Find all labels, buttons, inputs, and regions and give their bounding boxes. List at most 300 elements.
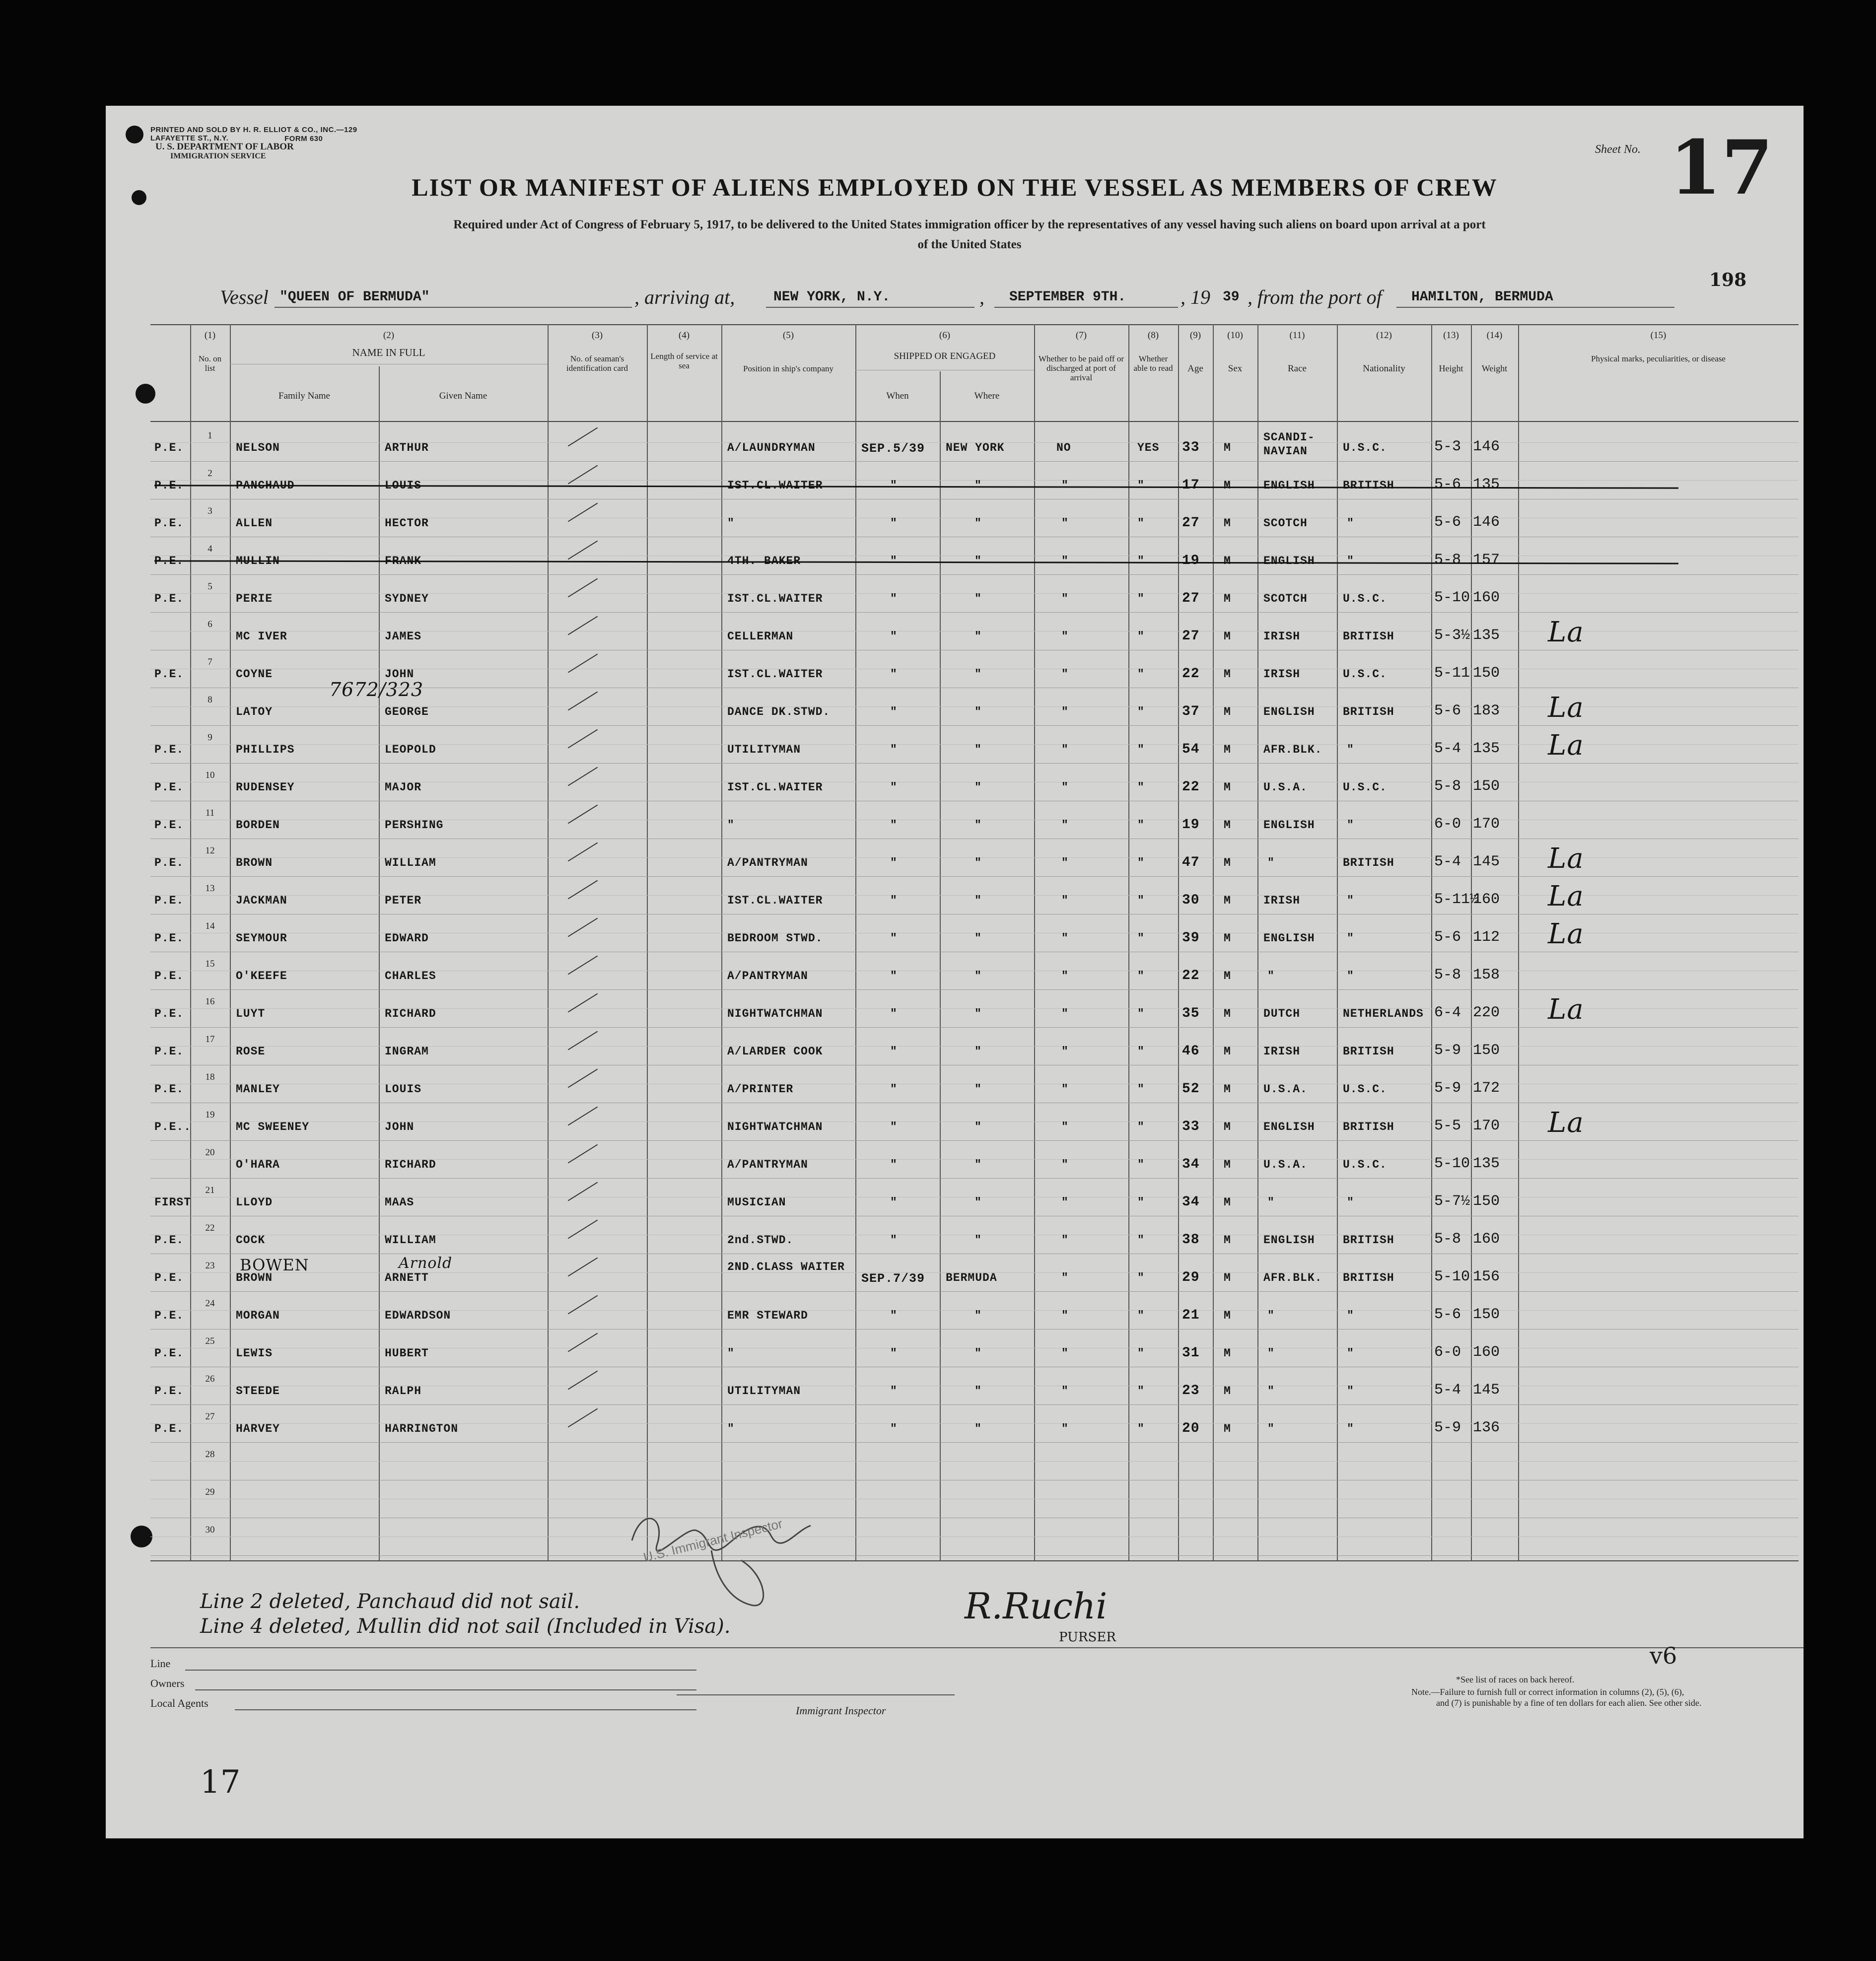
shipped-where: " bbox=[974, 1385, 982, 1398]
race: IRISH bbox=[1263, 894, 1301, 907]
row-prefix: P.E. bbox=[154, 1234, 184, 1247]
position-in-company: IST.CL.WAITER bbox=[727, 479, 823, 492]
position-in-company: NIGHTWATCHMAN bbox=[727, 1121, 823, 1133]
sex: M bbox=[1224, 668, 1231, 681]
column-number: (2) bbox=[383, 330, 395, 341]
sex: M bbox=[1224, 1347, 1231, 1360]
weight: 150 bbox=[1473, 778, 1500, 795]
nationality: " bbox=[1347, 970, 1354, 982]
able-to-read: " bbox=[1137, 1158, 1145, 1171]
row-prefix: P.E. bbox=[154, 1007, 184, 1020]
given-name: LOUIS bbox=[385, 479, 422, 492]
header-seaman-id: No. of seaman's identification card bbox=[566, 354, 628, 373]
height: 5-10 bbox=[1434, 1268, 1470, 1285]
able-to-read: " bbox=[1137, 894, 1145, 907]
shipped-where: " bbox=[974, 1007, 982, 1020]
shipped-when: " bbox=[890, 1196, 898, 1209]
header-bottom-border bbox=[150, 421, 1799, 422]
sex: M bbox=[1224, 1385, 1231, 1398]
paid-off: " bbox=[1061, 1422, 1069, 1435]
age: 20 bbox=[1182, 1421, 1200, 1436]
position-in-company: IST.CL.WAITER bbox=[727, 668, 823, 681]
stamp-text: U.S. Immigrant Inspector bbox=[642, 1516, 784, 1565]
from-label: , from the port of bbox=[1248, 286, 1382, 308]
race: " bbox=[1267, 1196, 1275, 1209]
family-name: PERIE bbox=[236, 592, 273, 605]
line-label: Line bbox=[150, 1657, 171, 1670]
id-checkmark bbox=[568, 918, 598, 937]
row-number: 5 bbox=[208, 581, 212, 592]
row-gridline bbox=[150, 1329, 1799, 1330]
id-checkmark bbox=[568, 842, 598, 862]
nationality: " bbox=[1347, 1309, 1354, 1322]
weight: 145 bbox=[1473, 853, 1500, 870]
column-number: (9) bbox=[1189, 330, 1201, 341]
paid-off: " bbox=[1061, 1196, 1069, 1209]
sex: M bbox=[1224, 1007, 1231, 1020]
shipped-when: " bbox=[890, 856, 898, 869]
row-number: 16 bbox=[205, 996, 215, 1007]
departure-port: HAMILTON, BERMUDA bbox=[1411, 289, 1553, 305]
header-family-name: Family Name bbox=[278, 391, 330, 401]
paid-off: " bbox=[1061, 781, 1069, 794]
paid-off: " bbox=[1061, 1347, 1069, 1360]
given-name: FRANK bbox=[385, 555, 422, 567]
id-checkmark bbox=[568, 465, 598, 485]
family-name: PHILLIPS bbox=[236, 743, 295, 756]
row-number: 25 bbox=[205, 1336, 215, 1346]
id-checkmark bbox=[568, 805, 598, 824]
paid-off: " bbox=[1061, 970, 1069, 982]
id-checkmark bbox=[568, 616, 598, 635]
row-gridline bbox=[150, 1027, 1799, 1028]
age: 35 bbox=[1182, 1006, 1200, 1021]
given-name: WILLIAM bbox=[385, 856, 436, 869]
family-name: JACKMAN bbox=[236, 894, 287, 907]
shipped-when: " bbox=[890, 592, 898, 605]
given-name: HUBERT bbox=[385, 1347, 429, 1360]
weight: 150 bbox=[1473, 1306, 1500, 1323]
race: IRISH bbox=[1263, 630, 1301, 643]
age: 29 bbox=[1182, 1270, 1200, 1285]
row-prefix: P.E.. bbox=[154, 1121, 192, 1133]
age: 52 bbox=[1182, 1081, 1200, 1097]
weight: 220 bbox=[1473, 1004, 1500, 1021]
given-name: JOHN bbox=[385, 1121, 415, 1133]
shipped-where: " bbox=[974, 856, 982, 869]
shipped-where: " bbox=[974, 1347, 982, 1360]
age: 27 bbox=[1182, 591, 1200, 606]
weight: 135 bbox=[1473, 476, 1500, 493]
family-name: ROSE bbox=[236, 1045, 266, 1058]
row-prefix: P.E. bbox=[154, 1083, 184, 1096]
sex: M bbox=[1224, 819, 1231, 832]
weight: 156 bbox=[1473, 1268, 1500, 1285]
sex: M bbox=[1224, 1271, 1231, 1284]
able-to-read: " bbox=[1137, 668, 1145, 681]
able-to-read: " bbox=[1137, 1347, 1145, 1360]
shipped-when: " bbox=[890, 894, 898, 907]
shipped-when: " bbox=[890, 1347, 898, 1360]
age: 33 bbox=[1182, 1119, 1200, 1134]
shipped-where: " bbox=[974, 1234, 982, 1247]
height: 5-9 bbox=[1434, 1042, 1461, 1059]
column-number: (11) bbox=[1289, 330, 1305, 341]
row-prefix: P.E. bbox=[154, 856, 184, 869]
age: 33 bbox=[1182, 440, 1200, 455]
given-name: PERSHING bbox=[385, 819, 444, 832]
race: " bbox=[1267, 1309, 1275, 1322]
row-gridline bbox=[150, 1291, 1799, 1292]
nationality: " bbox=[1347, 555, 1354, 567]
race: IRISH bbox=[1263, 668, 1301, 681]
sex: M bbox=[1224, 630, 1231, 643]
arriving-label: , arriving at, bbox=[634, 286, 735, 308]
weight: 170 bbox=[1473, 816, 1500, 833]
paid-off: " bbox=[1061, 1121, 1069, 1133]
paid-off: " bbox=[1061, 819, 1069, 832]
shipped-when: " bbox=[890, 743, 898, 756]
family-name: HARVEY bbox=[236, 1422, 280, 1435]
able-to-read: " bbox=[1137, 856, 1145, 869]
position-in-company: EMR STEWARD bbox=[727, 1309, 808, 1322]
weight: 146 bbox=[1473, 514, 1500, 531]
sheet-label: Sheet No. bbox=[1595, 143, 1641, 156]
paid-off: " bbox=[1061, 592, 1069, 605]
column-divider bbox=[1213, 324, 1214, 1560]
height: 5-6 bbox=[1434, 929, 1461, 946]
shipped-when: " bbox=[890, 1045, 898, 1058]
age: 46 bbox=[1182, 1044, 1200, 1059]
header-able-read: Whether able to read bbox=[1133, 354, 1173, 373]
vessel-label: Vessel bbox=[220, 286, 269, 308]
arriving-underline bbox=[766, 307, 974, 308]
row-gridline bbox=[150, 1404, 1799, 1405]
position-in-company: A/PRINTER bbox=[727, 1083, 794, 1096]
header-position: Position in ship's company bbox=[743, 364, 834, 373]
weight: 160 bbox=[1473, 589, 1500, 606]
sex: M bbox=[1224, 479, 1231, 492]
nationality: BRITISH bbox=[1343, 856, 1394, 869]
purser-title: PURSER bbox=[1059, 1630, 1116, 1645]
column-divider bbox=[1471, 324, 1472, 1560]
sex: M bbox=[1224, 1196, 1231, 1209]
height: 5-8 bbox=[1434, 778, 1461, 795]
column-number: (15) bbox=[1650, 330, 1667, 341]
header-sex: Sex bbox=[1228, 363, 1243, 374]
age: 34 bbox=[1182, 1194, 1200, 1210]
given-name: JOHN bbox=[385, 668, 415, 681]
inspector-stamp bbox=[612, 1486, 870, 1615]
shipped-where: " bbox=[974, 705, 982, 718]
shipped-where: " bbox=[974, 1083, 982, 1096]
age: 27 bbox=[1182, 515, 1200, 531]
nationality: NETHERLANDS bbox=[1343, 1007, 1424, 1020]
age: 22 bbox=[1182, 779, 1200, 795]
row-prefix: P.E. bbox=[154, 894, 184, 907]
race: ENGLISH bbox=[1263, 1234, 1315, 1247]
row-number: 23 bbox=[205, 1261, 215, 1271]
position-in-company: " bbox=[727, 517, 735, 530]
row-gridline bbox=[150, 1178, 1799, 1179]
row-prefix: P.E. bbox=[154, 668, 184, 681]
family-name: STEEDE bbox=[236, 1385, 280, 1398]
weight: 135 bbox=[1473, 627, 1500, 644]
shipped-where: NEW YORK bbox=[946, 441, 1005, 454]
row-number: 28 bbox=[205, 1449, 215, 1460]
row-number: 17 bbox=[205, 1034, 215, 1045]
header-weight: Weight bbox=[1481, 363, 1508, 373]
position-in-company: A/LAUNDRYMAN bbox=[727, 441, 816, 454]
paid-off: " bbox=[1061, 1309, 1069, 1322]
row-number: 4 bbox=[208, 544, 212, 554]
weight: 160 bbox=[1473, 1344, 1500, 1361]
given-name: INGRAM bbox=[385, 1045, 429, 1058]
able-to-read: " bbox=[1137, 1196, 1145, 1209]
given-name: JAMES bbox=[385, 630, 422, 643]
shipped-when: " bbox=[890, 1121, 898, 1133]
document-title: LIST OR MANIFEST OF ALIENS EMPLOYED ON THE VESSEL AS MEMBERS OF CREW bbox=[412, 173, 1498, 201]
height: 5-6 bbox=[1434, 476, 1461, 493]
row-number: 11 bbox=[205, 808, 215, 818]
race: AFR.BLK. bbox=[1263, 743, 1322, 756]
id-checkmark bbox=[568, 956, 598, 975]
shipped-when: " bbox=[890, 970, 898, 982]
row-number: 30 bbox=[205, 1525, 215, 1535]
column-number: (4) bbox=[678, 330, 690, 341]
paid-off: " bbox=[1061, 743, 1069, 756]
row-prefix: P.E. bbox=[154, 781, 184, 794]
shipped-when: " bbox=[890, 555, 898, 567]
family-name: MC IVER bbox=[236, 630, 287, 643]
row-gridline bbox=[150, 461, 1799, 462]
sex: M bbox=[1224, 856, 1231, 869]
sex: M bbox=[1224, 781, 1231, 794]
row-prefix: P.E. bbox=[154, 1309, 184, 1322]
family-name: BROWN bbox=[236, 1271, 273, 1284]
able-to-read: " bbox=[1137, 592, 1145, 605]
row-number: 24 bbox=[205, 1298, 215, 1309]
row-prefix: FIRST bbox=[154, 1196, 192, 1209]
age: 39 bbox=[1182, 930, 1200, 946]
given-name: ARNETT bbox=[385, 1271, 429, 1284]
row-prefix: P.E. bbox=[154, 1347, 184, 1360]
row-gridline bbox=[150, 763, 1799, 764]
row-number: 26 bbox=[205, 1374, 215, 1384]
height: 5-4 bbox=[1434, 740, 1461, 757]
paid-off: " bbox=[1061, 1045, 1069, 1058]
row-number: 14 bbox=[205, 921, 215, 931]
nationality: " bbox=[1347, 894, 1354, 907]
height: 5-10 bbox=[1434, 1155, 1470, 1172]
note-line-2-deleted: Line 2 deleted, Panchaud did not sail. bbox=[200, 1590, 580, 1613]
race: DUTCH bbox=[1263, 1007, 1301, 1020]
owners-label: Owners bbox=[150, 1677, 185, 1689]
race: " bbox=[1267, 1347, 1275, 1360]
physical-marks: La bbox=[1548, 880, 1584, 912]
position-in-company: A/LARDER COOK bbox=[727, 1045, 823, 1058]
id-checkmark bbox=[568, 541, 598, 560]
row-gridline-minor bbox=[150, 1461, 1799, 1462]
able-to-read: " bbox=[1137, 1385, 1145, 1398]
weight: 158 bbox=[1473, 967, 1500, 983]
id-checkmark bbox=[568, 1182, 598, 1201]
given-name: EDWARD bbox=[385, 932, 429, 945]
row-number: 1 bbox=[208, 430, 212, 441]
shipped-where: " bbox=[974, 1045, 982, 1058]
id-checkmark bbox=[568, 1144, 598, 1164]
nationality: BRITISH bbox=[1343, 479, 1394, 492]
header-name-in-full: NAME IN FULL bbox=[352, 347, 425, 358]
row-number: 9 bbox=[208, 732, 212, 743]
age: 30 bbox=[1182, 893, 1200, 908]
header-height: Height bbox=[1439, 363, 1463, 373]
sex: M bbox=[1224, 441, 1231, 454]
race: U.S.A. bbox=[1263, 781, 1308, 794]
row-gridline bbox=[150, 876, 1799, 877]
shipped-where: " bbox=[974, 555, 982, 567]
race: ENGLISH bbox=[1263, 555, 1315, 567]
weight: 146 bbox=[1473, 438, 1500, 455]
id-checkmark bbox=[568, 1220, 598, 1239]
weight: 183 bbox=[1473, 702, 1500, 719]
position-in-company: 2nd.STWD. bbox=[727, 1234, 794, 1247]
family-name: NELSON bbox=[236, 441, 280, 454]
physical-marks: La bbox=[1548, 729, 1584, 762]
shipped-where: " bbox=[974, 1121, 982, 1133]
given-name: SYDNEY bbox=[385, 592, 429, 605]
department-label: U. S. DEPARTMENT OF LABOR bbox=[155, 141, 294, 152]
id-checkmark bbox=[568, 503, 598, 522]
position-in-company: 2ND.CLASS WAITER bbox=[727, 1261, 845, 1273]
age: 19 bbox=[1182, 553, 1200, 568]
row-number: 19 bbox=[205, 1110, 215, 1120]
nationality: BRITISH bbox=[1343, 1045, 1394, 1058]
able-to-read: " bbox=[1137, 1083, 1145, 1096]
race: " bbox=[1267, 856, 1275, 869]
height: 5-7½ bbox=[1434, 1193, 1470, 1210]
position-in-company: " bbox=[727, 1422, 735, 1435]
sex: M bbox=[1224, 1309, 1231, 1322]
height: 5-3½ bbox=[1434, 627, 1470, 644]
id-checkmark bbox=[568, 729, 598, 749]
family-name: BROWN bbox=[236, 856, 273, 869]
sex: M bbox=[1224, 894, 1231, 907]
header-age: Age bbox=[1187, 363, 1203, 374]
able-to-read: " bbox=[1137, 1234, 1145, 1247]
shipped-where: " bbox=[974, 517, 982, 530]
height: 5-3 bbox=[1434, 438, 1461, 455]
family-name: MULLIN bbox=[236, 555, 280, 567]
shipped-when: " bbox=[890, 1422, 898, 1435]
paid-off: " bbox=[1061, 1158, 1069, 1171]
row-prefix: P.E. bbox=[154, 970, 184, 982]
shipped-when: " bbox=[890, 1007, 898, 1020]
id-checkmark bbox=[568, 1107, 598, 1126]
physical-marks: La bbox=[1548, 918, 1584, 950]
penalty-note-1: Note.—Failure to furnish full or correct information in columns (2), (5), (6), bbox=[1411, 1687, 1684, 1697]
shipped-where: " bbox=[974, 1196, 982, 1209]
physical-marks: La bbox=[1548, 1107, 1584, 1139]
nationality: U.S.C. bbox=[1343, 592, 1387, 605]
paid-off: " bbox=[1061, 1234, 1069, 1247]
nationality: " bbox=[1347, 517, 1354, 530]
age: 23 bbox=[1182, 1383, 1200, 1399]
nationality: BRITISH bbox=[1343, 1121, 1394, 1133]
able-to-read: " bbox=[1137, 555, 1145, 567]
age: 22 bbox=[1182, 968, 1200, 983]
shipped-where: " bbox=[974, 592, 982, 605]
given-name: ARTHUR bbox=[385, 441, 429, 454]
margin-note-17: 17 bbox=[200, 1764, 241, 1801]
physical-marks: La bbox=[1548, 842, 1584, 875]
race: IRISH bbox=[1263, 1045, 1301, 1058]
height: 5-9 bbox=[1434, 1080, 1461, 1097]
position-in-company: CELLERMAN bbox=[727, 630, 794, 643]
age: 38 bbox=[1182, 1232, 1200, 1248]
position-in-company: UTILITYMAN bbox=[727, 743, 801, 756]
family-name: COCK bbox=[236, 1234, 266, 1247]
row-gridline bbox=[150, 1442, 1799, 1443]
able-to-read: " bbox=[1137, 1271, 1145, 1284]
header-given-name: Given Name bbox=[439, 391, 487, 401]
id-checkmark bbox=[568, 993, 598, 1013]
sex: M bbox=[1224, 555, 1231, 567]
family-name: O'KEEFE bbox=[236, 970, 287, 982]
header-when: When bbox=[886, 391, 909, 401]
given-name: HARRINGTON bbox=[385, 1422, 459, 1435]
paid-off: " bbox=[1061, 856, 1069, 869]
nationality: BRITISH bbox=[1343, 1271, 1394, 1284]
comma-label: , bbox=[979, 286, 984, 308]
id-checkmark bbox=[568, 1295, 598, 1315]
sex: M bbox=[1224, 1121, 1231, 1133]
nationality: U.S.C. bbox=[1343, 1158, 1387, 1171]
row-prefix: P.E. bbox=[154, 441, 184, 454]
owners-field bbox=[195, 1689, 696, 1690]
row-number: 27 bbox=[205, 1411, 215, 1422]
row-prefix: P.E. bbox=[154, 743, 184, 756]
row-number: 2 bbox=[208, 468, 212, 479]
age: 22 bbox=[1182, 666, 1200, 682]
column-divider bbox=[190, 324, 191, 1560]
position-in-company: UTILITYMAN bbox=[727, 1385, 801, 1398]
shipped-where: " bbox=[974, 479, 982, 492]
row-prefix: P.E. bbox=[154, 932, 184, 945]
port-underline bbox=[1396, 307, 1674, 308]
height: 5-9 bbox=[1434, 1419, 1461, 1436]
nationality: " bbox=[1347, 1347, 1354, 1360]
age: 37 bbox=[1182, 704, 1200, 719]
family-name: ALLEN bbox=[236, 517, 273, 530]
race: U.S.A. bbox=[1263, 1158, 1308, 1171]
sex: M bbox=[1224, 1422, 1231, 1435]
form-number: FORM 630 bbox=[284, 135, 323, 143]
shipped-when: SEP.5/39 bbox=[861, 441, 925, 456]
column-number: (12) bbox=[1376, 330, 1392, 341]
given-name: LOUIS bbox=[385, 1083, 422, 1096]
shipped-when: " bbox=[890, 781, 898, 794]
sheet-number: 17 bbox=[1669, 124, 1773, 211]
paid-off: " bbox=[1061, 630, 1069, 643]
id-checkmark bbox=[568, 1069, 598, 1088]
row-gridline bbox=[150, 725, 1799, 726]
given-name: RALPH bbox=[385, 1385, 422, 1398]
weight: 150 bbox=[1473, 665, 1500, 682]
age: 17 bbox=[1182, 478, 1200, 493]
bowen-correction: BOWEN bbox=[240, 1256, 309, 1274]
row-prefix: P.E. bbox=[154, 592, 184, 605]
